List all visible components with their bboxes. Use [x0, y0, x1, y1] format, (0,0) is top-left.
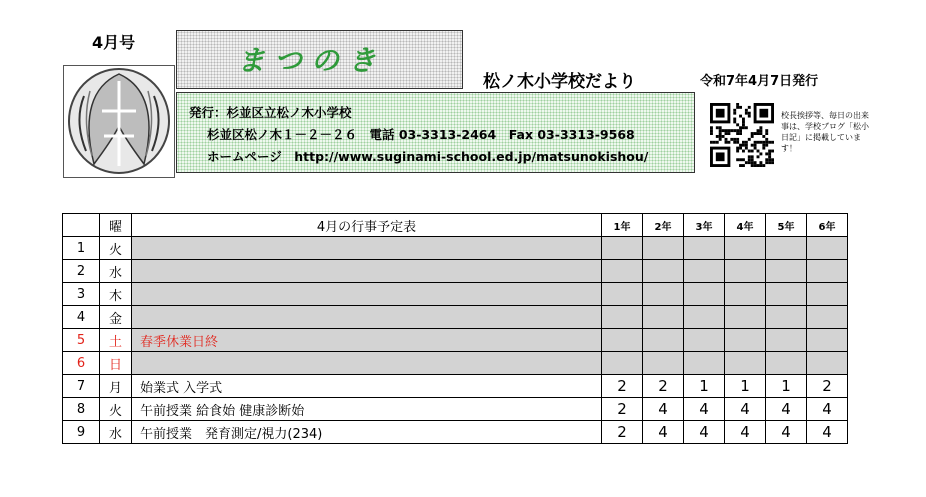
weekday-cell: 金: [100, 306, 132, 329]
newsletter-title: まつのき: [237, 44, 386, 77]
grade-3-periods-cell: [684, 237, 725, 260]
grade-2-periods-cell: 4: [643, 421, 684, 444]
publisher-line: 発行：杉並区立松ノ木小学校: [189, 105, 352, 120]
qr-caption: 校長挨拶等、毎日の出来事は、学校ブログ「松小日記」に掲載しています！: [781, 111, 869, 153]
publisher-info-box: [176, 92, 695, 173]
table-row: [63, 352, 848, 375]
issue-label: 4月号: [92, 33, 136, 52]
table-row: [63, 237, 848, 260]
grade-1-periods-cell: 2: [602, 421, 643, 444]
schedule-header-row: [63, 214, 848, 237]
grade-6-periods-cell: [807, 352, 848, 375]
grade-5-periods-cell: [766, 352, 807, 375]
event-cell: [132, 283, 602, 306]
event-cell: 午前授業 発育測定/視力(234): [132, 421, 602, 444]
grade-3-periods-cell: [684, 283, 725, 306]
weekday-cell: 水: [100, 421, 132, 444]
event-cell: [132, 306, 602, 329]
day-cell: 4: [63, 306, 100, 329]
event-cell: [132, 260, 602, 283]
header-grade-1: 1年: [602, 214, 643, 237]
grade-1-periods-cell: [602, 237, 643, 260]
day-cell: 8: [63, 398, 100, 421]
weekday-cell: 月: [100, 375, 132, 398]
homepage-line[interactable]: ホームページ http://www.suginami-school.ed.jp/matsunokishou/: [207, 149, 649, 164]
event-cell: 午前授業 給食始 健康診断始: [132, 398, 602, 421]
table-row: [63, 329, 848, 352]
grade-6-periods-cell: [807, 260, 848, 283]
grade-4-periods-cell: 4: [725, 398, 766, 421]
grade-2-periods-cell: [643, 237, 684, 260]
day-cell: 1: [63, 237, 100, 260]
grade-2-periods-cell: [643, 329, 684, 352]
grade-1-periods-cell: 2: [602, 375, 643, 398]
grade-2-periods-cell: [643, 260, 684, 283]
grade-6-periods-cell: [807, 237, 848, 260]
header-day: [63, 214, 100, 237]
grade-6-periods-cell: [807, 306, 848, 329]
weekday-cell: 木: [100, 283, 132, 306]
grade-2-periods-cell: 2: [643, 375, 684, 398]
grade-1-periods-cell: 2: [602, 398, 643, 421]
header-grade-6: 6年: [807, 214, 848, 237]
event-cell: [132, 352, 602, 375]
header-event-title: 4月の行事予定表: [132, 214, 602, 237]
table-row: [63, 398, 848, 421]
grade-6-periods-cell: 2: [807, 375, 848, 398]
header-weekday: 曜: [100, 214, 132, 237]
weekday-cell: 火: [100, 398, 132, 421]
day-cell: 7: [63, 375, 100, 398]
grade-5-periods-cell: [766, 237, 807, 260]
day-cell: 9: [63, 421, 100, 444]
table-row: [63, 283, 848, 306]
grade-1-periods-cell: [602, 352, 643, 375]
event-cell: [132, 237, 602, 260]
schedule-table: [62, 213, 848, 444]
qr-code-icon[interactable]: [709, 103, 775, 167]
grade-5-periods-cell: 4: [766, 421, 807, 444]
grade-6-periods-cell: 4: [807, 398, 848, 421]
school-emblem-logo: [63, 65, 175, 178]
table-row: [63, 260, 848, 283]
grade-2-periods-cell: [643, 306, 684, 329]
grade-2-periods-cell: 4: [643, 398, 684, 421]
grade-5-periods-cell: [766, 260, 807, 283]
weekday-cell: 日: [100, 352, 132, 375]
table-row: [63, 421, 848, 444]
grade-4-periods-cell: [725, 260, 766, 283]
grade-4-periods-cell: [725, 283, 766, 306]
grade-1-periods-cell: [602, 306, 643, 329]
weekday-cell: 土: [100, 329, 132, 352]
table-row: [63, 306, 848, 329]
grade-3-periods-cell: [684, 352, 725, 375]
weekday-cell: 水: [100, 260, 132, 283]
day-cell: 3: [63, 283, 100, 306]
grade-3-periods-cell: [684, 329, 725, 352]
grade-3-periods-cell: 4: [684, 398, 725, 421]
grade-4-periods-cell: 1: [725, 375, 766, 398]
grade-3-periods-cell: [684, 306, 725, 329]
grade-5-periods-cell: [766, 283, 807, 306]
grade-4-periods-cell: 4: [725, 421, 766, 444]
event-cell: 始業式 入学式: [132, 375, 602, 398]
header-grade-2: 2年: [643, 214, 684, 237]
school-name: 松ノ木小学校だより: [483, 72, 636, 92]
grade-3-periods-cell: 4: [684, 421, 725, 444]
issue-date: 令和7年4月7日発行: [700, 74, 819, 89]
grade-1-periods-cell: [602, 260, 643, 283]
grade-5-periods-cell: [766, 329, 807, 352]
grade-2-periods-cell: [643, 283, 684, 306]
event-cell: 春季休業日終: [132, 329, 602, 352]
header-grade-5: 5年: [766, 214, 807, 237]
grade-1-periods-cell: [602, 329, 643, 352]
grade-3-periods-cell: [684, 260, 725, 283]
day-cell: 2: [63, 260, 100, 283]
grade-5-periods-cell: [766, 306, 807, 329]
weekday-cell: 火: [100, 237, 132, 260]
grade-6-periods-cell: [807, 329, 848, 352]
day-cell: 5: [63, 329, 100, 352]
table-row: [63, 375, 848, 398]
header-grade-3: 3年: [684, 214, 725, 237]
grade-5-periods-cell: 4: [766, 398, 807, 421]
grade-4-periods-cell: [725, 329, 766, 352]
grade-6-periods-cell: 4: [807, 421, 848, 444]
grade-3-periods-cell: 1: [684, 375, 725, 398]
address-phone-line: 杉並区松ノ木１－２－２６ 電話 03-3313-2464 Fax 03-3313-9568: [207, 127, 635, 142]
grade-6-periods-cell: [807, 283, 848, 306]
newsletter-title-box: [176, 30, 463, 89]
day-cell: 6: [63, 352, 100, 375]
grade-2-periods-cell: [643, 352, 684, 375]
grade-1-periods-cell: [602, 283, 643, 306]
grade-4-periods-cell: [725, 237, 766, 260]
grade-4-periods-cell: [725, 306, 766, 329]
grade-5-periods-cell: 1: [766, 375, 807, 398]
header-grade-4: 4年: [725, 214, 766, 237]
grade-4-periods-cell: [725, 352, 766, 375]
